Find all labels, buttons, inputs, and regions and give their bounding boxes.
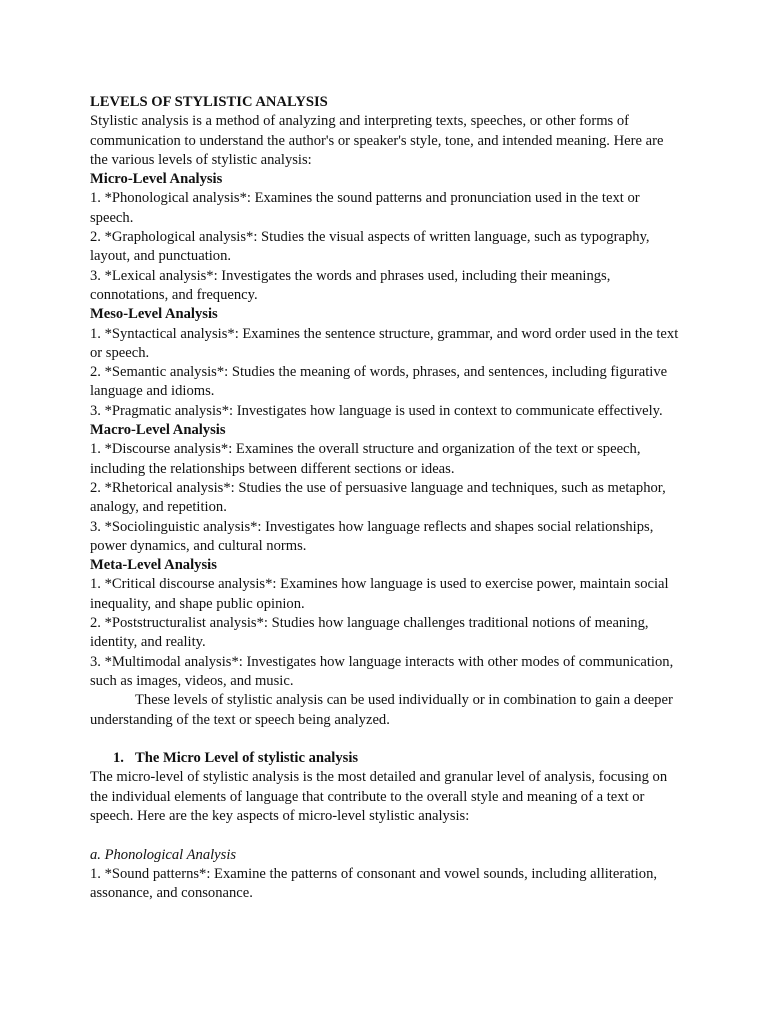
list-item: 2. *Poststructuralist analysis*: Studies how language challenges traditional notions of meaning, identity, and reality. — [90, 615, 649, 651]
list-item: 2. *Semantic analysis*: Studies the meaning of words, phrases, and sentences, including figurative language and idioms. — [90, 364, 668, 400]
document-page — [90, 93, 680, 903]
list-item: 1. *Sound patterns*: Examine the patterns of consonant and vowel sounds, including alliteration, assonance, and consonance. — [90, 865, 658, 902]
list-item: 2. *Graphological analysis*: Studies the visual aspects of written language, such as typography, layout, and punctuation. — [90, 229, 650, 265]
closing-paragraph: These levels of stylistic analysis can be used individually or in combination to gain a deeper understanding of the text or speech being analyzed. — [90, 692, 673, 728]
blank-line — [90, 826, 680, 845]
list-item: 1. *Phonological analysis*: Examines the sound patterns and pronunciation used in the text or speech. — [90, 190, 640, 226]
list-item: 1. *Syntactical analysis*: Examines the sentence structure, grammar, and word order used in the text or speech. — [90, 325, 679, 361]
micro-level-paragraph: The micro-level of stylistic analysis is the most detailed and granular level of analysis, focusing on the individual elements of language that contribute to the overall style and meaning of a text or speech. Here are the key aspects of micro-level stylistic analysis: — [90, 769, 668, 824]
heading-number: 1. — [113, 750, 124, 767]
heading-text: The Micro Level of stylistic analysis — [135, 750, 359, 767]
list-item: 1. *Critical discourse analysis*: Examines how language is used to exercise power, maintain social inequality, and shape public opinion. — [90, 576, 669, 612]
document-title: LEVELS OF STYLISTIC ANALYSIS — [90, 94, 328, 110]
list-item: 2. *Rhetorical analysis*: Studies the use of persuasive language and techniques, such as metaphor, analogy, and repetition. — [90, 479, 666, 516]
list-item: 3. *Pragmatic analysis*: Investigates how language is used in context to communicate effectively. — [90, 402, 663, 419]
intro-paragraph: Stylistic analysis is a method of analyzing and interpreting texts, speeches, or other forms of communication to understand the author's or speaker's style, tone, and intended meaning. Here are the various levels of stylistic analysis: — [90, 113, 664, 168]
micro-level-heading — [90, 749, 680, 768]
list-item: 1. *Discourse analysis*: Examines the overall structure and organization of the text or speech, including the relationships between different sections or ideas. — [90, 441, 641, 477]
section-heading-macro: Macro-Level Analysis — [90, 422, 226, 439]
list-item: 3. *Lexical analysis*: Investigates the words and phrases used, including their meanings, connotations, and frequency. — [90, 267, 611, 303]
phonological-subheading: a. Phonological Analysis — [90, 846, 237, 863]
list-item: 3. *Multimodal analysis*: Investigates how language interacts with other modes of communication, such as images, videos, and music. — [90, 653, 674, 689]
section-heading-meta: Meta-Level Analysis — [90, 557, 217, 574]
section-heading-meso: Meso-Level Analysis — [90, 306, 218, 323]
section-heading-micro: Micro-Level Analysis — [90, 171, 223, 188]
list-item: 3. *Sociolinguistic analysis*: Investigates how language reflects and shapes social relationships, power dynamics, and cultural norms. — [90, 518, 654, 554]
blank-line — [90, 730, 680, 749]
